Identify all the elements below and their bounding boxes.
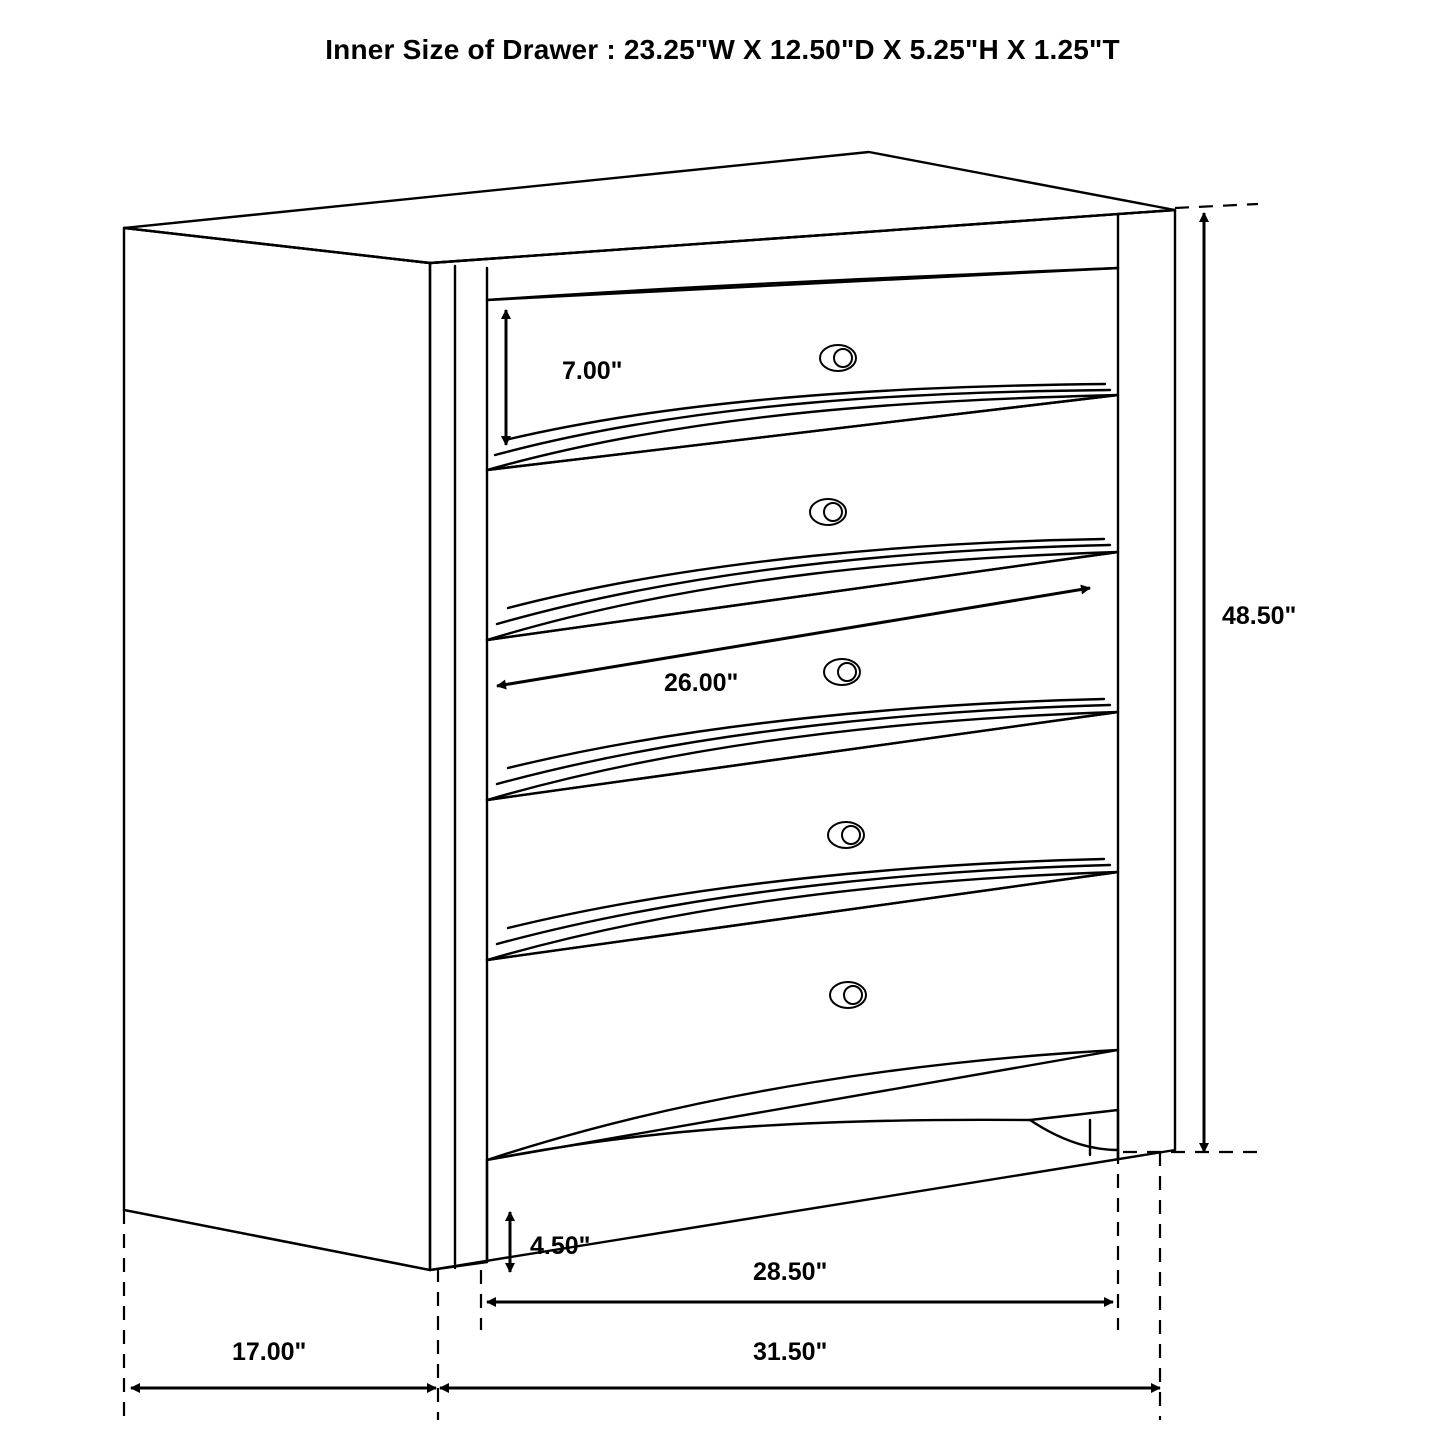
knob-drawer-3-inner bbox=[838, 663, 856, 681]
knob-drawer-1-inner bbox=[834, 349, 852, 367]
knob-drawer-1 bbox=[820, 345, 856, 371]
dim-label-overall-width: 31.50" bbox=[753, 1338, 828, 1366]
drawer5-top-edge bbox=[487, 872, 1118, 960]
top-front-edge bbox=[430, 210, 1175, 263]
top-left-edge bbox=[124, 228, 430, 263]
dim-label-leg-height: 4.50" bbox=[530, 1232, 591, 1260]
apron-curve bbox=[487, 1110, 1118, 1160]
knob-drawer-3 bbox=[824, 659, 860, 685]
dim-label-overall-height: 48.50" bbox=[1222, 602, 1297, 630]
chest-front-face bbox=[430, 210, 1175, 1270]
dim-label-drawer-height: 7.00" bbox=[562, 357, 623, 385]
drawer2-top-edge bbox=[487, 395, 1118, 470]
dim-label-base-width: 28.50" bbox=[753, 1258, 828, 1286]
knob-drawer-5-inner bbox=[844, 986, 862, 1004]
ext-line-top bbox=[1175, 204, 1258, 208]
knob-drawer-4 bbox=[828, 822, 864, 848]
dim-label-depth: 17.00" bbox=[232, 1338, 307, 1366]
knob-drawer-5 bbox=[830, 982, 866, 1008]
knob-drawer-4-inner bbox=[842, 826, 860, 844]
chest-left-side bbox=[124, 228, 430, 1270]
drawer4-top-edge bbox=[487, 712, 1118, 800]
dim-label-drawer-width: 26.00" bbox=[664, 669, 739, 697]
apron-right-curve bbox=[1030, 1120, 1118, 1150]
left-side-bottom bbox=[124, 1210, 430, 1270]
page-title: Inner Size of Drawer : 23.25"W X 12.50"D X 5.25"H X 1.25"T bbox=[325, 34, 1120, 65]
dim-line-drawer-width bbox=[497, 588, 1090, 686]
knob-drawer-2-inner bbox=[824, 503, 842, 521]
knob-drawer-2 bbox=[810, 499, 846, 525]
